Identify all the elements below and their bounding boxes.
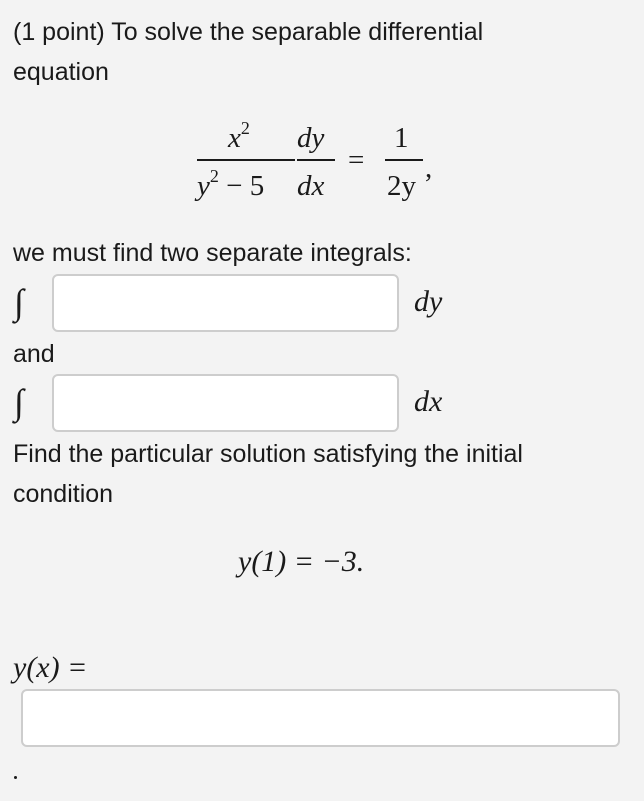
eq-deriv-numerator: dy xyxy=(297,122,325,154)
integral-dy-input[interactable] xyxy=(52,274,399,332)
integral-dy-differential: dy xyxy=(414,285,443,318)
intro-text-line1: (1 point) To solve the separable differential xyxy=(13,18,484,46)
eq-left-numerator: $x^2$ xyxy=(228,118,250,154)
eq-trailing-comma: , xyxy=(425,152,433,184)
integral-sign-1: ∫ xyxy=(14,282,24,322)
particular-text-line1: Find the particular solution satisfying the initial xyxy=(13,440,523,468)
eq-left-denominator: $y^2 - 5$ xyxy=(197,166,265,202)
initial-condition: y(1) = −3. xyxy=(238,545,365,578)
intro-text-line2: equation xyxy=(13,58,109,86)
trailing-period xyxy=(14,776,17,779)
and-label: and xyxy=(13,340,55,368)
eq-deriv-fraction-bar xyxy=(297,159,335,161)
eq-right-denominator: 2y xyxy=(387,170,416,202)
integral-dx-differential: dx xyxy=(414,385,443,418)
integrals-prompt: we must find two separate integrals: xyxy=(13,239,412,267)
eq-deriv-denominator: dx xyxy=(297,170,325,202)
particular-text-line2: condition xyxy=(13,480,114,508)
integral-sign-2: ∫ xyxy=(14,382,24,422)
eq-right-numerator: 1 xyxy=(394,122,409,154)
answer-input[interactable] xyxy=(21,689,620,747)
eq-left-fraction-bar xyxy=(197,159,295,161)
answer-label: y(x) = xyxy=(13,651,88,684)
eq-equals-sign: = xyxy=(348,144,365,176)
eq-right-fraction-bar xyxy=(385,159,423,161)
differential-equation xyxy=(185,110,455,220)
integral-dx-input[interactable] xyxy=(52,374,399,432)
